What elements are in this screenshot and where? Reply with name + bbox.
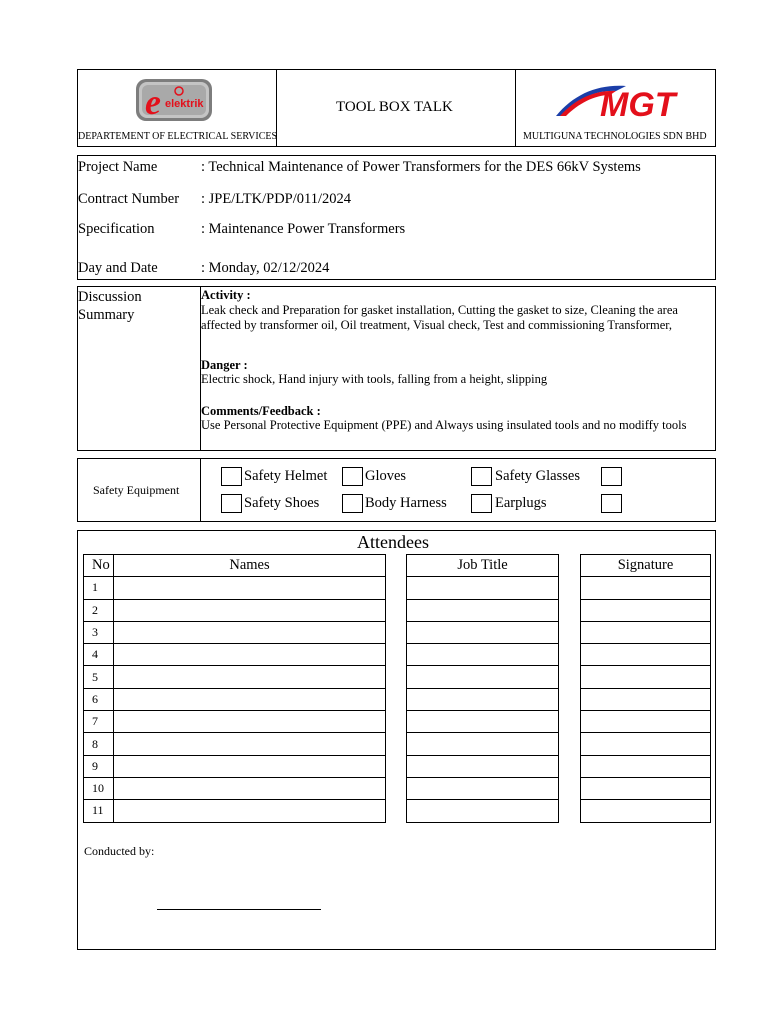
attendee-number: 3 [84, 621, 114, 643]
attendees-title: Attendees [357, 532, 429, 552]
activity-text: Leak check and Preparation for gasket installation, Cutting the gasket to size, Cleaning the area affected by transformer oil, Oil treatment, Visual check, Test and commissioning Transformer, [201, 303, 678, 332]
danger-heading: Danger : [201, 358, 248, 372]
safety-divider [200, 459, 201, 521]
signature-row [581, 688, 711, 710]
attendee-row [84, 621, 386, 643]
attendee-name-cell[interactable] [114, 599, 386, 621]
project-info-box [77, 155, 716, 280]
safety-helmet-label: Safety Helmet [244, 468, 328, 484]
attendee-signature-cell[interactable] [581, 577, 711, 599]
attendee-number: 1 [84, 577, 114, 599]
svg-text:MGT: MGT [600, 86, 676, 122]
attendee-name-cell[interactable] [114, 644, 386, 666]
attendee-number: 4 [84, 644, 114, 666]
job-row [407, 711, 559, 733]
attendee-row [84, 644, 386, 666]
attendee-job-cell[interactable] [407, 755, 559, 777]
safety-glasses-label: Safety Glasses [495, 468, 580, 484]
attendee-number: 2 [84, 599, 114, 621]
conducted-by-label: Conducted by: [84, 844, 155, 858]
attendee-signature-cell[interactable] [581, 733, 711, 755]
safety-equipment-label: Safety Equipment [93, 483, 180, 497]
header-box [77, 69, 716, 147]
svg-text:elektrik: elektrik [165, 98, 204, 110]
attendee-name-cell[interactable] [114, 711, 386, 733]
attendee-name-cell[interactable] [114, 777, 386, 799]
discussion-box [77, 286, 716, 451]
safety-shoes-checkbox[interactable] [221, 494, 242, 513]
attendee-job-cell[interactable] [407, 666, 559, 688]
signature-row [581, 666, 711, 688]
body-harness-checkbox[interactable] [342, 494, 363, 513]
contract-number-value: : JPE/LTK/PDP/011/2024 [201, 191, 351, 207]
attendee-signature-cell[interactable] [581, 711, 711, 733]
signature-row [581, 577, 711, 599]
attendee-name-cell[interactable] [114, 621, 386, 643]
job-title-column-header: Job Title [407, 555, 559, 577]
mgt-logo [554, 80, 684, 122]
attendee-signature-cell[interactable] [581, 688, 711, 710]
attendee-number: 11 [84, 800, 114, 822]
attendee-signature-cell[interactable] [581, 666, 711, 688]
no-column-header: No [84, 555, 114, 577]
elektrik-logo [134, 76, 214, 124]
attendee-row [84, 577, 386, 599]
extra-checkbox-2[interactable] [601, 494, 622, 513]
attendee-signature-cell[interactable] [581, 621, 711, 643]
attendee-number: 5 [84, 666, 114, 688]
attendee-job-cell[interactable] [407, 711, 559, 733]
job-row [407, 800, 559, 822]
signature-row [581, 733, 711, 755]
attendee-job-cell[interactable] [407, 777, 559, 799]
names-column-header: Names [114, 555, 386, 577]
signature-column-header: Signature [581, 555, 711, 577]
job-header-row [407, 555, 559, 577]
attendee-name-cell[interactable] [114, 577, 386, 599]
attendee-signature-cell[interactable] [581, 599, 711, 621]
attendee-row [84, 599, 386, 621]
activity-heading: Activity : [201, 288, 251, 302]
attendee-row [84, 733, 386, 755]
signature-row [581, 644, 711, 666]
job-row [407, 733, 559, 755]
project-name-label: Project Name [78, 159, 158, 175]
attendee-job-cell[interactable] [407, 688, 559, 710]
safety-glasses-checkbox[interactable] [471, 467, 492, 486]
earplugs-label: Earplugs [495, 495, 547, 511]
signature-header-row [581, 555, 711, 577]
contract-number-label: Contract Number [78, 191, 180, 207]
signature-row [581, 599, 711, 621]
job-title-table [406, 554, 559, 823]
attendee-job-cell[interactable] [407, 599, 559, 621]
job-row [407, 644, 559, 666]
names-table [83, 554, 386, 823]
comments-heading: Comments/Feedback : [201, 404, 321, 418]
header-divider-right [515, 70, 516, 146]
job-row [407, 621, 559, 643]
signature-table [580, 554, 711, 823]
attendee-signature-cell[interactable] [581, 800, 711, 822]
day-date-value: : Monday, 02/12/2024 [201, 260, 330, 276]
project-name-value: : Technical Maintenance of Power Transformers for the DES 66kV Systems [201, 159, 641, 175]
attendee-row [84, 777, 386, 799]
right-caption: MULTIGUNA TECHNOLOGIES SDN BHD [523, 131, 707, 142]
attendee-row [84, 666, 386, 688]
gloves-label: Gloves [365, 468, 407, 484]
attendee-number: 6 [84, 688, 114, 710]
attendee-name-cell[interactable] [114, 800, 386, 822]
attendee-row [84, 800, 386, 822]
job-row [407, 666, 559, 688]
danger-text: Electric shock, Hand injury with tools, falling from a height, slipping [201, 372, 548, 386]
attendee-name-cell[interactable] [114, 666, 386, 688]
attendee-row [84, 688, 386, 710]
attendee-job-cell[interactable] [407, 733, 559, 755]
attendee-job-cell[interactable] [407, 800, 559, 822]
signature-row [581, 800, 711, 822]
specification-value: : Maintenance Power Transformers [201, 221, 406, 237]
job-row [407, 777, 559, 799]
signature-line [157, 909, 321, 910]
discussion-summary-label: Discussion Summary [78, 289, 142, 323]
signature-row [581, 755, 711, 777]
svg-text:e: e [145, 82, 161, 122]
job-row [407, 688, 559, 710]
attendees-box [77, 530, 716, 950]
specification-label: Specification [78, 221, 155, 237]
job-row [407, 577, 559, 599]
safety-shoes-label: Safety Shoes [244, 495, 320, 511]
job-row [407, 755, 559, 777]
attendee-name-cell[interactable] [114, 688, 386, 710]
attendee-name-cell[interactable] [114, 755, 386, 777]
attendee-signature-cell[interactable] [581, 755, 711, 777]
day-date-label: Day and Date [78, 260, 158, 276]
page-title: TOOL BOX TALK [336, 99, 453, 115]
attendee-job-cell[interactable] [407, 621, 559, 643]
attendee-number: 8 [84, 733, 114, 755]
attendee-row [84, 755, 386, 777]
safety-helmet-checkbox[interactable] [221, 467, 242, 486]
attendee-number: 10 [84, 777, 114, 799]
attendee-job-cell[interactable] [407, 644, 559, 666]
signature-row [581, 777, 711, 799]
attendee-signature-cell[interactable] [581, 644, 711, 666]
safety-equipment-box [77, 458, 716, 522]
attendee-job-cell[interactable] [407, 577, 559, 599]
attendee-number: 7 [84, 711, 114, 733]
names-header-row [84, 555, 386, 577]
attendee-signature-cell[interactable] [581, 777, 711, 799]
body-harness-label: Body Harness [365, 495, 447, 511]
attendee-number: 9 [84, 755, 114, 777]
attendee-name-cell[interactable] [114, 733, 386, 755]
signature-row [581, 711, 711, 733]
gloves-checkbox[interactable] [342, 467, 363, 486]
attendee-row [84, 711, 386, 733]
job-row [407, 599, 559, 621]
extra-checkbox-1[interactable] [601, 467, 622, 486]
earplugs-checkbox[interactable] [471, 494, 492, 513]
comments-text: Use Personal Protective Equipment (PPE) and Always using insulated tools and no modiffy tools [201, 418, 687, 432]
signature-row [581, 621, 711, 643]
left-caption: DEPARTEMENT OF ELECTRICAL SERVICES [78, 131, 278, 142]
